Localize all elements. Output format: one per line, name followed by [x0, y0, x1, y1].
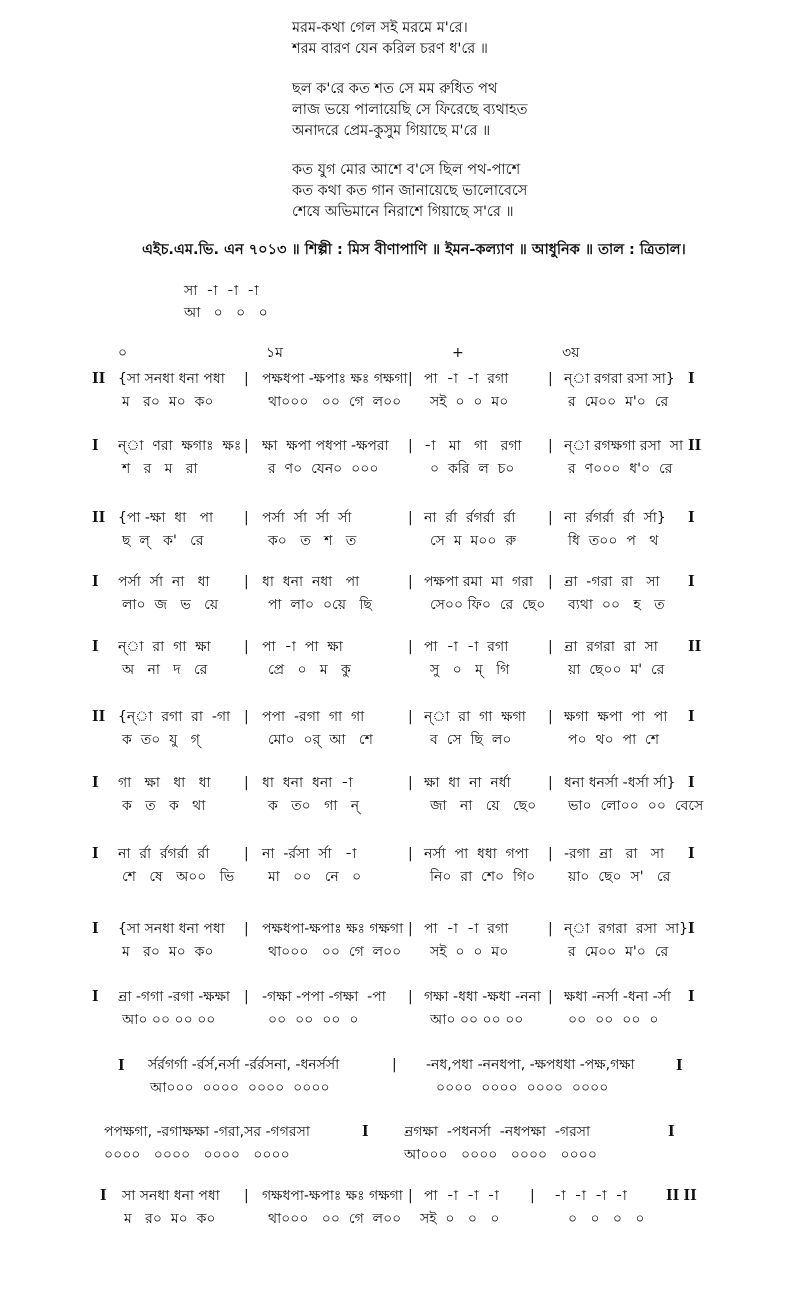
syllable-cell: প্রে ০ ম কু	[268, 662, 351, 678]
lyric-line: ছল ক'রে কত শত সে মম রুধিত পথ	[292, 81, 498, 97]
swara-cell: পা -া -া -া	[424, 1188, 499, 1204]
bar-separator: |	[244, 709, 249, 725]
bar-separator: |	[408, 846, 413, 862]
end-bar-marker: I	[688, 706, 695, 725]
bar-separator: |	[244, 775, 249, 791]
syllable-cell: শে ষে অ০০ ভি	[122, 869, 235, 885]
start-bar-marker: II	[92, 706, 106, 725]
bar-separator: |	[244, 510, 249, 526]
syllable-cell: ০০ ০০ ০০ ০	[568, 1012, 659, 1028]
bar-separator: |	[548, 846, 553, 862]
lyric-line: মরম-কথা গেল সই মরমে ম'রে।	[292, 20, 468, 36]
syllable-cell: ক ত ক থা	[122, 798, 206, 814]
syllable-cell: শ র ম রা	[122, 461, 198, 477]
taan-swara: পপক্ষগা, -রগাক্ষক্ষা -গরা,সর -গগরসা	[104, 1124, 310, 1140]
swara-cell: ক্ষা ধা না নর্ধা	[424, 775, 511, 791]
swara-cell: গক্ষধপা-ক্ষপাঃ ক্ষঃ গক্ষগা	[262, 1188, 403, 1204]
bar-separator: |	[408, 438, 413, 454]
intro-syllables: আ ০ ০ ০	[184, 305, 268, 321]
swara-cell: ন্া রা গা ক্ষা	[118, 639, 211, 655]
syllable-cell: র মে০০ ম'০ রে	[568, 944, 669, 960]
swara-cell: গক্ষা -ধধা -ক্ষধা -ননা	[424, 989, 541, 1005]
bar-separator: |	[408, 371, 413, 387]
taan-swara: ন্রগক্ষা -পধনর্সা -নধপক্ষা -গরসা	[404, 1124, 591, 1140]
end-bar-marker: I	[688, 507, 695, 526]
end-bar-marker: I	[688, 843, 695, 862]
swara-cell: ন্া ণরা ক্ষগাঃ ক্ষঃ	[118, 438, 242, 454]
swara-cell: পা -া পা ক্ষা	[262, 639, 343, 655]
swara-cell: {ন্া রগা রা -গা	[118, 709, 231, 725]
start-bar-marker: I	[92, 571, 99, 590]
swara-cell: -া মা গা রগা	[424, 438, 522, 454]
syllable-cell: ব্যথা ০০ হ ত	[568, 597, 665, 613]
syllable-cell: সই ০ ০ ০	[420, 1211, 500, 1227]
swara-cell: ন্া রগরা রসা সা}	[564, 921, 689, 937]
syllable-cell: জা না য়ে ছে০	[430, 798, 537, 814]
start-bar-marker: I	[118, 1055, 125, 1074]
end-bar-marker: I	[668, 1121, 675, 1140]
syllable-cell: য়া০ ছে০ স' রে	[568, 869, 671, 885]
syllable-cell: ব সে ছি ল০	[430, 732, 512, 748]
swara-cell: পর্সা র্সা না ধা	[118, 574, 210, 590]
lyric-line: কত কথা কত গান জানায়েছে ভালোবেসে	[292, 183, 528, 199]
end-bar-marker: I	[688, 368, 695, 387]
bar-separator: |	[548, 989, 553, 1005]
end-bar-marker: I	[688, 571, 695, 590]
syllable-cell: সু ০ ম্ গি	[430, 662, 510, 678]
intro-swara: সা -া -া -া	[184, 283, 259, 299]
swara-cell: পপা -রগা গা গা	[262, 709, 365, 725]
bar-separator: |	[408, 1188, 413, 1204]
bar-separator: |	[244, 639, 249, 655]
bar-separator: |	[548, 438, 553, 454]
swara-cell: ক্ষা ক্ষপা পধপা -ক্ষপরা	[262, 438, 389, 454]
bar-separator: |	[408, 775, 413, 791]
swara-cell: পা -া -া রগা	[424, 921, 509, 937]
start-bar-marker: II	[92, 368, 106, 387]
syllable-cell: সই ০ ০ ম০	[430, 394, 509, 410]
swara-cell: নর্সা পা ধধা গপা	[424, 846, 529, 862]
swara-cell: ধা ধনা নধা পা	[262, 574, 360, 590]
taan-syllables: ০০০০ ০০০০ ০০০০ ০০০০	[104, 1147, 290, 1163]
start-bar-marker: II	[92, 507, 106, 526]
bar-separator: |	[408, 574, 413, 590]
taan-syllables: আ০০০ ০০০০ ০০০০ ০০০০	[150, 1080, 330, 1096]
syllable-cell: প০ থ০ পা শে	[568, 732, 660, 748]
syllable-cell: অ না দ রে	[122, 662, 208, 678]
lyric-line: লাজ ভয়ে পালায়েছি সে ফিরেছে ব্যথাহত	[292, 102, 528, 118]
syllable-cell: ০০ ০০ ০০ ০	[268, 1012, 359, 1028]
lyric-line: কত যুগ মোর আশে ব'সে ছিল পথ-পাশে	[292, 162, 521, 178]
record-info: এইচ.এম.ভি. এন ৭০১৩ ॥ শিল্পী : মিস বীণাপাণি ॥ ইমন-কল্যাণ ॥ আধুনিক ॥ তাল : ত্রিতাল।	[142, 242, 686, 258]
swara-cell: -রগা ন্রা রা সা	[564, 846, 665, 862]
start-bar-marker: I	[92, 636, 99, 655]
beat-marker-3: ৩য়	[562, 345, 580, 361]
bar-separator: |	[548, 371, 553, 387]
bar-separator: |	[408, 921, 413, 937]
syllable-cell: য়া ছে০০ ম' রে	[568, 662, 665, 678]
start-bar-marker: I	[92, 435, 99, 454]
syllable-cell: ভা০ লো০০ ০০ বেসে	[568, 798, 704, 814]
beat-marker-2: +	[452, 345, 464, 361]
syllable-cell: ছ ল্ ক' রে	[122, 533, 204, 549]
swara-cell: ক্ষগা ক্ষপা পা পা	[564, 709, 668, 725]
end-bar-marker: II	[688, 636, 702, 655]
bar-separator: |	[244, 1188, 249, 1204]
bar-separator: |	[408, 510, 413, 526]
swara-cell: -া -া -া -া	[554, 1188, 627, 1204]
bar-separator: |	[548, 709, 553, 725]
syllable-cell: ০ ০ ০ ০	[568, 1211, 645, 1227]
taan-syllables: ০০০০ ০০০০ ০০০০ ০০০০	[436, 1080, 609, 1096]
start-bar-marker: I	[92, 843, 99, 862]
syllable-cell: মা ০০ নে ০	[268, 869, 362, 885]
syllable-cell: ম র০ ম০ ক০	[122, 944, 214, 960]
syllable-cell: লা০ জ ভ য়ে	[122, 597, 219, 613]
syllable-cell: আ০ ০০ ০০ ০০	[430, 1012, 524, 1028]
syllable-cell: থা০০০ ০০ গে ল০০	[268, 1211, 402, 1227]
lyric-line: অনাদরে প্রেম-কুসুম গিয়াছে ম'রে ॥	[292, 123, 491, 139]
end-bar-marker: I	[676, 1055, 683, 1074]
bar-separator: |	[244, 846, 249, 862]
syllable-cell: ০ করি ল চ০	[430, 461, 515, 477]
syllable-cell: ক ত০ যু গ্	[122, 732, 200, 748]
syllable-cell: ধি ত০০ প থ	[568, 533, 659, 549]
syllable-cell: র ণ০ যেন০ ০০০	[268, 461, 379, 477]
swara-cell: পর্সা র্সা র্সা র্সা	[262, 510, 352, 526]
bar-separator: |	[408, 989, 413, 1005]
bar-separator: I	[362, 1121, 369, 1140]
lyric-line: শরম বারণ যেন করিল চরণ ধ'রে ॥	[292, 41, 488, 57]
bar-separator: |	[244, 989, 249, 1005]
syllable-cell: সে০০ ফি০ রে ছে০	[430, 597, 546, 613]
syllable-cell: ক০ ত শ ত	[268, 533, 357, 549]
bar-separator: |	[548, 775, 553, 791]
bar-separator: |	[548, 639, 553, 655]
swara-cell: ধা ধনা ধনা -া	[262, 775, 353, 791]
start-bar-marker: I	[92, 918, 99, 937]
swara-cell: {পা -ক্ষা ধা পা	[118, 510, 214, 526]
syllable-cell: ম র০ ম০ ক০	[122, 394, 214, 410]
syllable-cell: পা লা০ ০য়ে ছি	[268, 597, 372, 613]
swara-cell: গা ক্ষা ধা ধা	[118, 775, 211, 791]
bar-separator: |	[548, 921, 553, 937]
swara-cell: না র্রা র্রগর্রা র্রা	[424, 510, 516, 526]
syllable-cell: ক ত০ গা ন্	[268, 798, 360, 814]
swara-cell: {সা সনধা ধনা পধা	[118, 371, 225, 387]
swara-cell: ক্ষধা -নর্সা -ধনা -র্সা	[564, 989, 671, 1005]
end-bar-marker: I	[688, 986, 695, 1005]
start-bar-marker: I	[92, 772, 99, 791]
end-bar-marker: I	[688, 772, 695, 791]
taan-syllables: আ০০০ ০০০০ ০০০০ ০০০০	[404, 1147, 597, 1163]
end-bar-marker: II	[688, 435, 702, 454]
lyric-line: শেষে অভিমানে নিরাশে গিয়াছে স'রে ॥	[292, 204, 514, 220]
bar-separator: |	[244, 371, 249, 387]
bar-separator: |	[244, 438, 249, 454]
swara-cell: পক্ষধপা-ক্ষপাঃ ক্ষঃ গক্ষগা	[262, 921, 404, 937]
swara-cell: সা সনধা ধনা পধা	[122, 1188, 220, 1204]
syllable-cell: সই ০ ০ ম০	[430, 944, 509, 960]
swara-cell: পক্ষপা রমা মা গরা	[424, 574, 533, 590]
syllable-cell: র ণ০০০ ধ'০ রে	[568, 461, 673, 477]
syllable-cell: নি০ রা শে০ গি০	[430, 869, 536, 885]
bar-separator: |	[548, 574, 553, 590]
start-bar-marker: I	[100, 1185, 107, 1204]
swara-cell: ন্রা -গগা -রগা -ক্ষক্ষা	[118, 989, 230, 1005]
swara-cell: ন্রা -গরা রা সা	[564, 574, 660, 590]
syllable-cell: মো০ ০র্ আ শে	[268, 732, 373, 748]
swara-cell: না র্রা র্রগর্রা র্রা	[118, 846, 210, 862]
swara-cell: ন্া রগক্ষগা রসা সা	[564, 438, 684, 454]
syllable-cell: ম র০ ম০ ক০	[124, 1211, 216, 1227]
bar-separator: |	[408, 639, 413, 655]
beat-marker-1: ১ম	[266, 345, 283, 361]
bar-separator: |	[408, 709, 413, 725]
syllable-cell: সে ম ম০০ রু	[430, 533, 517, 549]
swara-cell: ন্রা রগরা রা সা	[564, 639, 658, 655]
swara-cell: না -র্রসা র্সা -া	[262, 846, 357, 862]
taan-swara: র্সর্রগর্গা -র্রর্স,নর্সা -র্রর্রসনা, -ধনর্সর্সা	[148, 1057, 340, 1073]
bar-separator: |	[530, 1188, 535, 1204]
syllable-cell: র মে০০ ম'০ রে	[568, 394, 669, 410]
swara-cell: পক্ষধপা -ক্ষপাঃ ক্ষঃ গক্ষগা	[262, 371, 408, 387]
syllable-cell: থা০০০ ০০ গে ল০০	[268, 394, 402, 410]
end-bar-marker: I	[688, 918, 695, 937]
bar-separator: |	[244, 574, 249, 590]
bar-separator: |	[392, 1057, 397, 1073]
bar-separator: |	[548, 510, 553, 526]
bar-separator: |	[244, 921, 249, 937]
swara-cell: পা -া -া রগা	[424, 639, 509, 655]
swara-cell: পা -া -া রগা	[424, 371, 509, 387]
swara-cell: ন্া রগরা রসা সা}	[564, 371, 675, 387]
swara-cell: ধনা ধনর্সা -ধর্সা র্সা}	[564, 775, 676, 791]
beat-marker-0: ০	[118, 345, 128, 361]
swara-cell: ন্া রা গা ক্ষগা	[424, 709, 526, 725]
syllable-cell: থা০০০ ০০ গে ল০০	[268, 944, 402, 960]
taan-swara: -নধ,পধা -ননধপা, -ক্ষপধধা -পক্ষ,গক্ষা	[426, 1057, 635, 1073]
swara-cell: {সা সনধা ধনা পধা	[118, 921, 225, 937]
start-bar-marker: I	[92, 986, 99, 1005]
swara-cell: -গক্ষা -পপা -গক্ষা -পা	[262, 989, 386, 1005]
swara-cell: না র্রগর্রা র্রা র্সা}	[564, 510, 666, 526]
syllable-cell: আ০ ০০ ০০ ০০	[122, 1012, 216, 1028]
end-bar-marker: II II	[666, 1185, 697, 1204]
